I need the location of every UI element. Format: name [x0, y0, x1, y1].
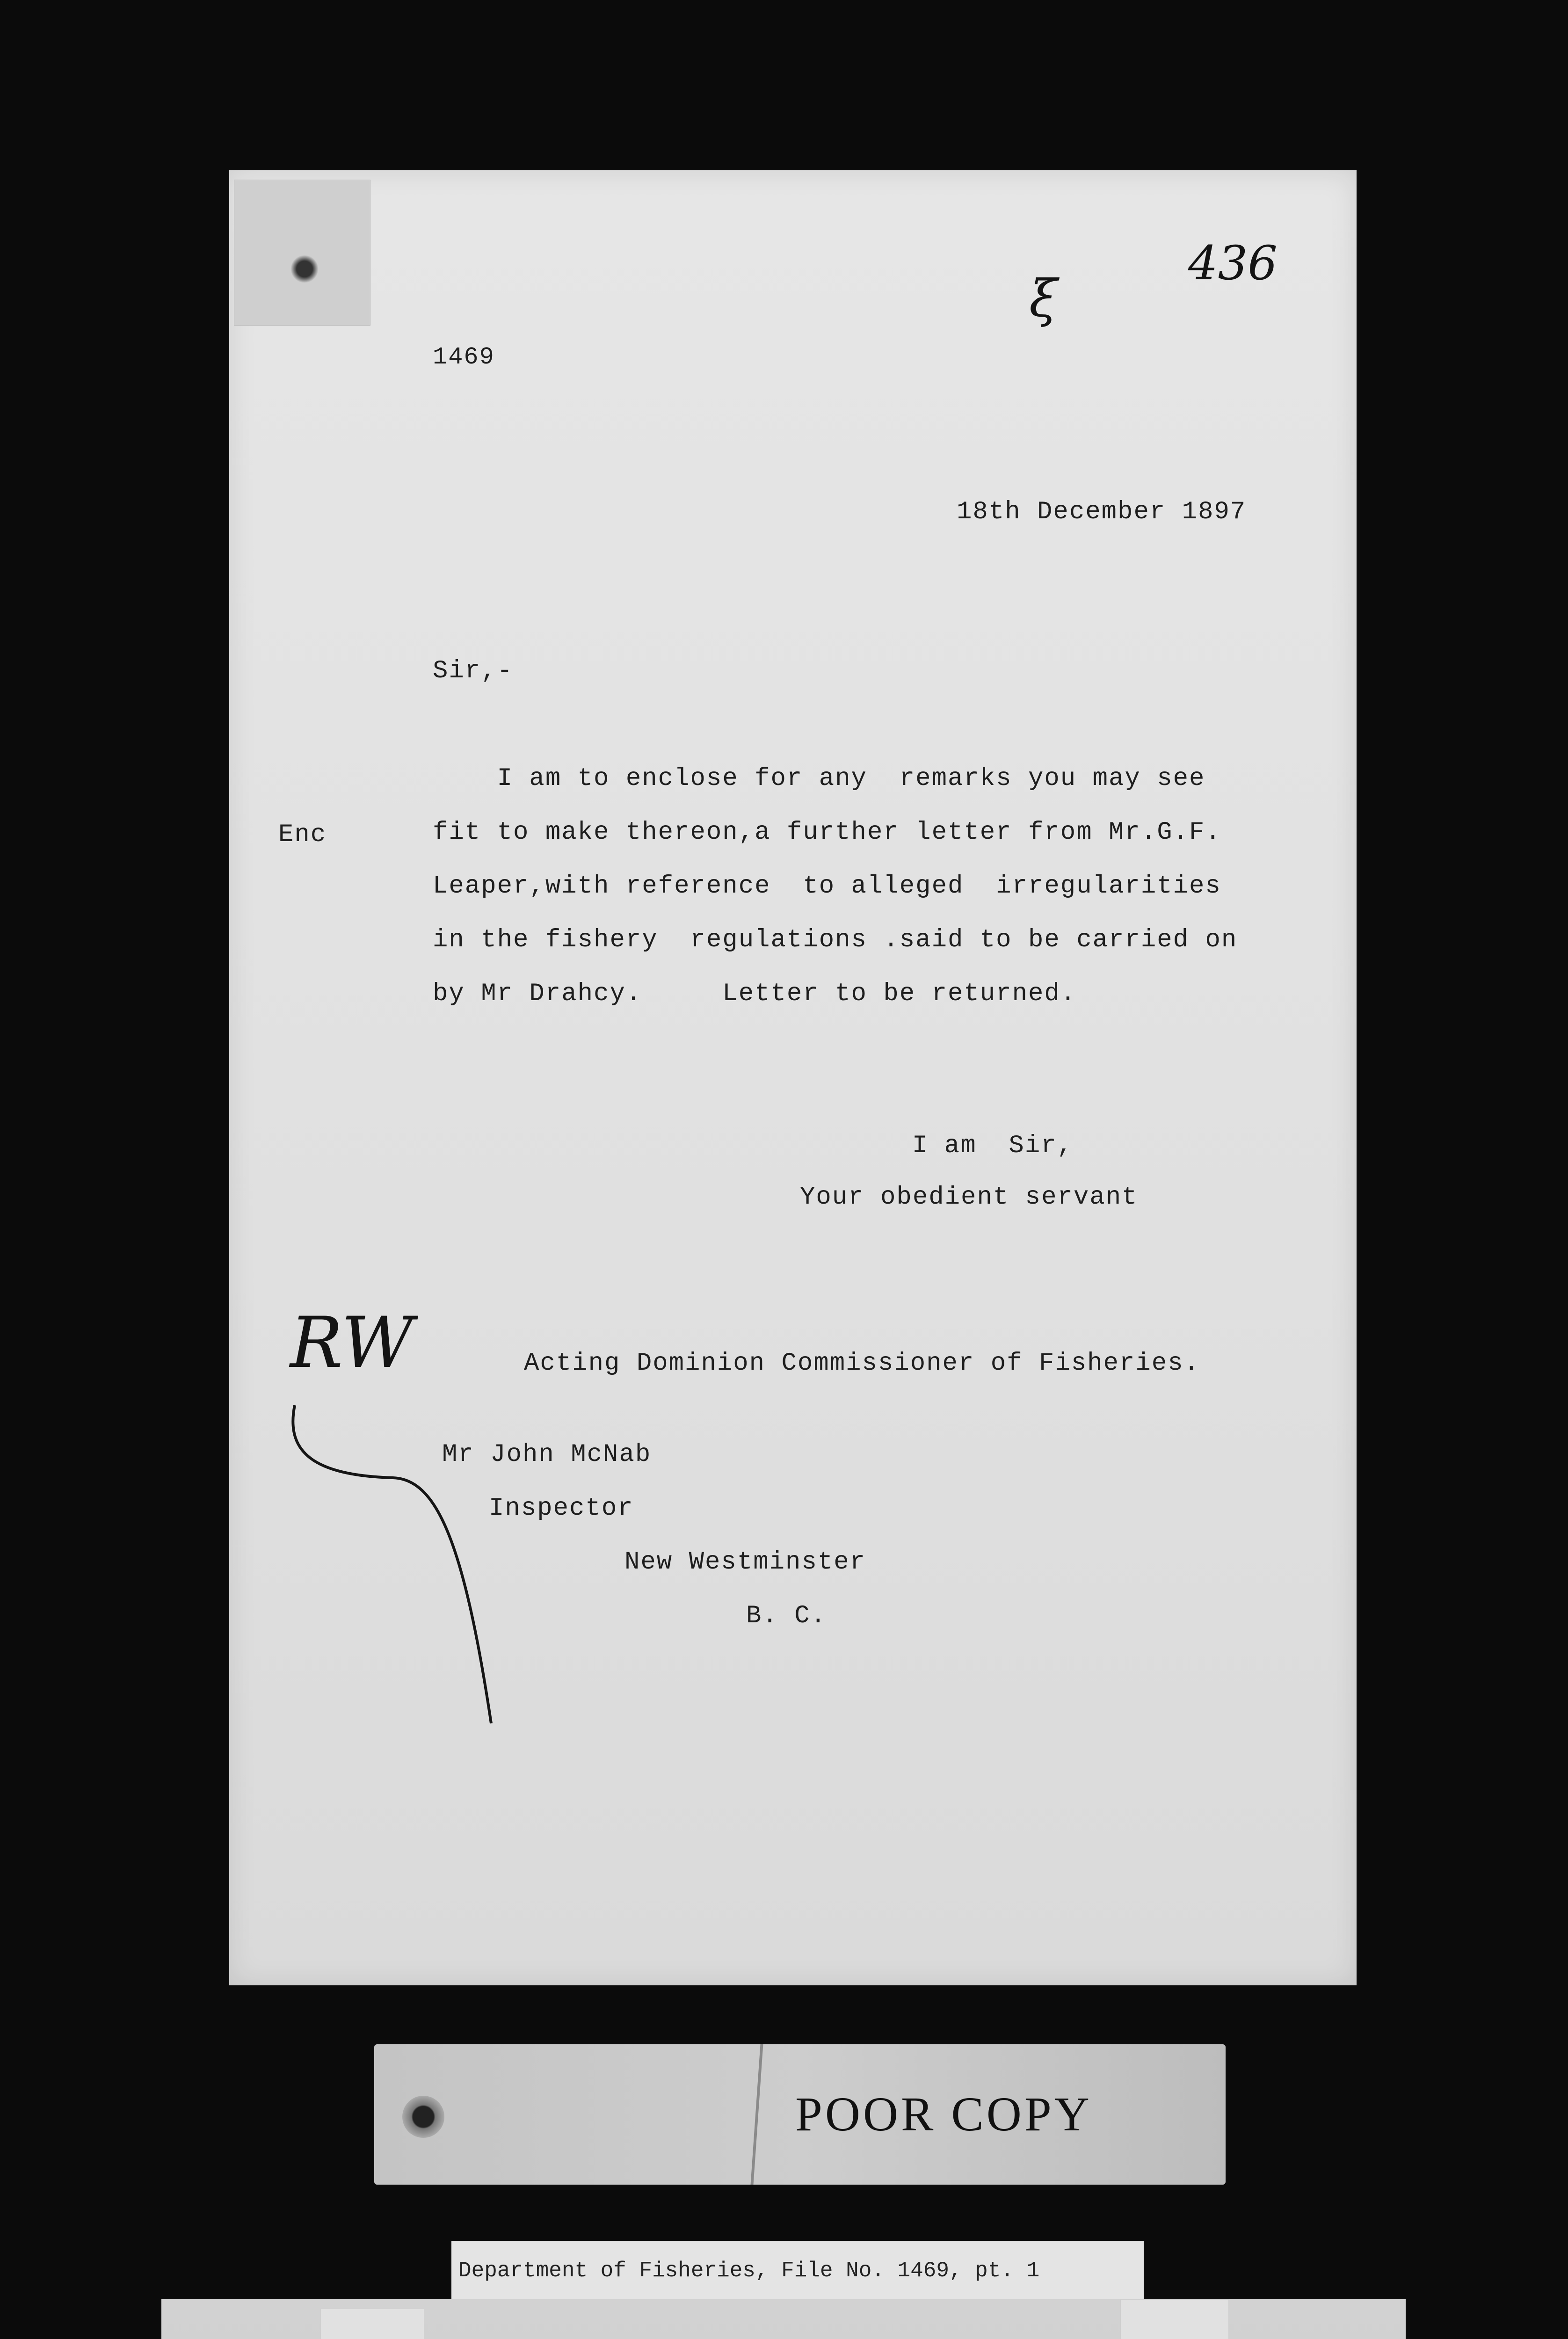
margin-note: Enc [278, 821, 327, 849]
corner-mark [234, 180, 370, 326]
body-line: I am to enclose for any remarks you may see [433, 764, 1205, 793]
file-reference-strip [451, 2241, 1144, 2302]
ink-blot [290, 255, 319, 283]
poor-copy-tag [374, 2044, 1226, 2185]
body-line: in the fishery regulations .said to be carried on [433, 926, 1238, 954]
folio-number: 436 [1188, 236, 1278, 291]
tape-piece [1120, 2299, 1229, 2339]
tag-eyelet [402, 2096, 444, 2138]
archives-stamp [161, 2299, 1406, 2339]
handwritten-initials: RW [290, 1302, 414, 1384]
poor-copy-label: POOR COPY [795, 2087, 1092, 2141]
file-reference-label: Department of Fisheries, File No. 1469, pt. 1 [458, 2259, 1040, 2283]
address-line: Mr John McNab [442, 1440, 652, 1469]
tag-tear [751, 2044, 763, 2185]
salutation: Sir,- [433, 657, 514, 685]
closing-line: Your obedient servant [800, 1183, 1138, 1212]
letter-date: 18th December 1897 [957, 498, 1247, 526]
closing-line: I am Sir, [912, 1132, 1074, 1160]
body-line: Leaper,with reference to alleged irregularities [433, 872, 1221, 901]
address-line: Inspector [489, 1494, 634, 1523]
body-line: fit to make thereon,a further letter from Mr.G.F. [433, 818, 1221, 847]
section-mark: ξ [1029, 269, 1058, 328]
body-line: by Mr Drahcy. Letter to be returned. [433, 980, 1077, 1008]
address-line: New Westminster [624, 1548, 866, 1576]
tape-piece [320, 2309, 424, 2339]
file-number: 1469 [433, 343, 495, 371]
address-line: B. C. [746, 1602, 827, 1630]
signatory-title: Acting Dominion Commissioner of Fisheries. [524, 1349, 1200, 1378]
letter-page [229, 170, 1357, 1985]
